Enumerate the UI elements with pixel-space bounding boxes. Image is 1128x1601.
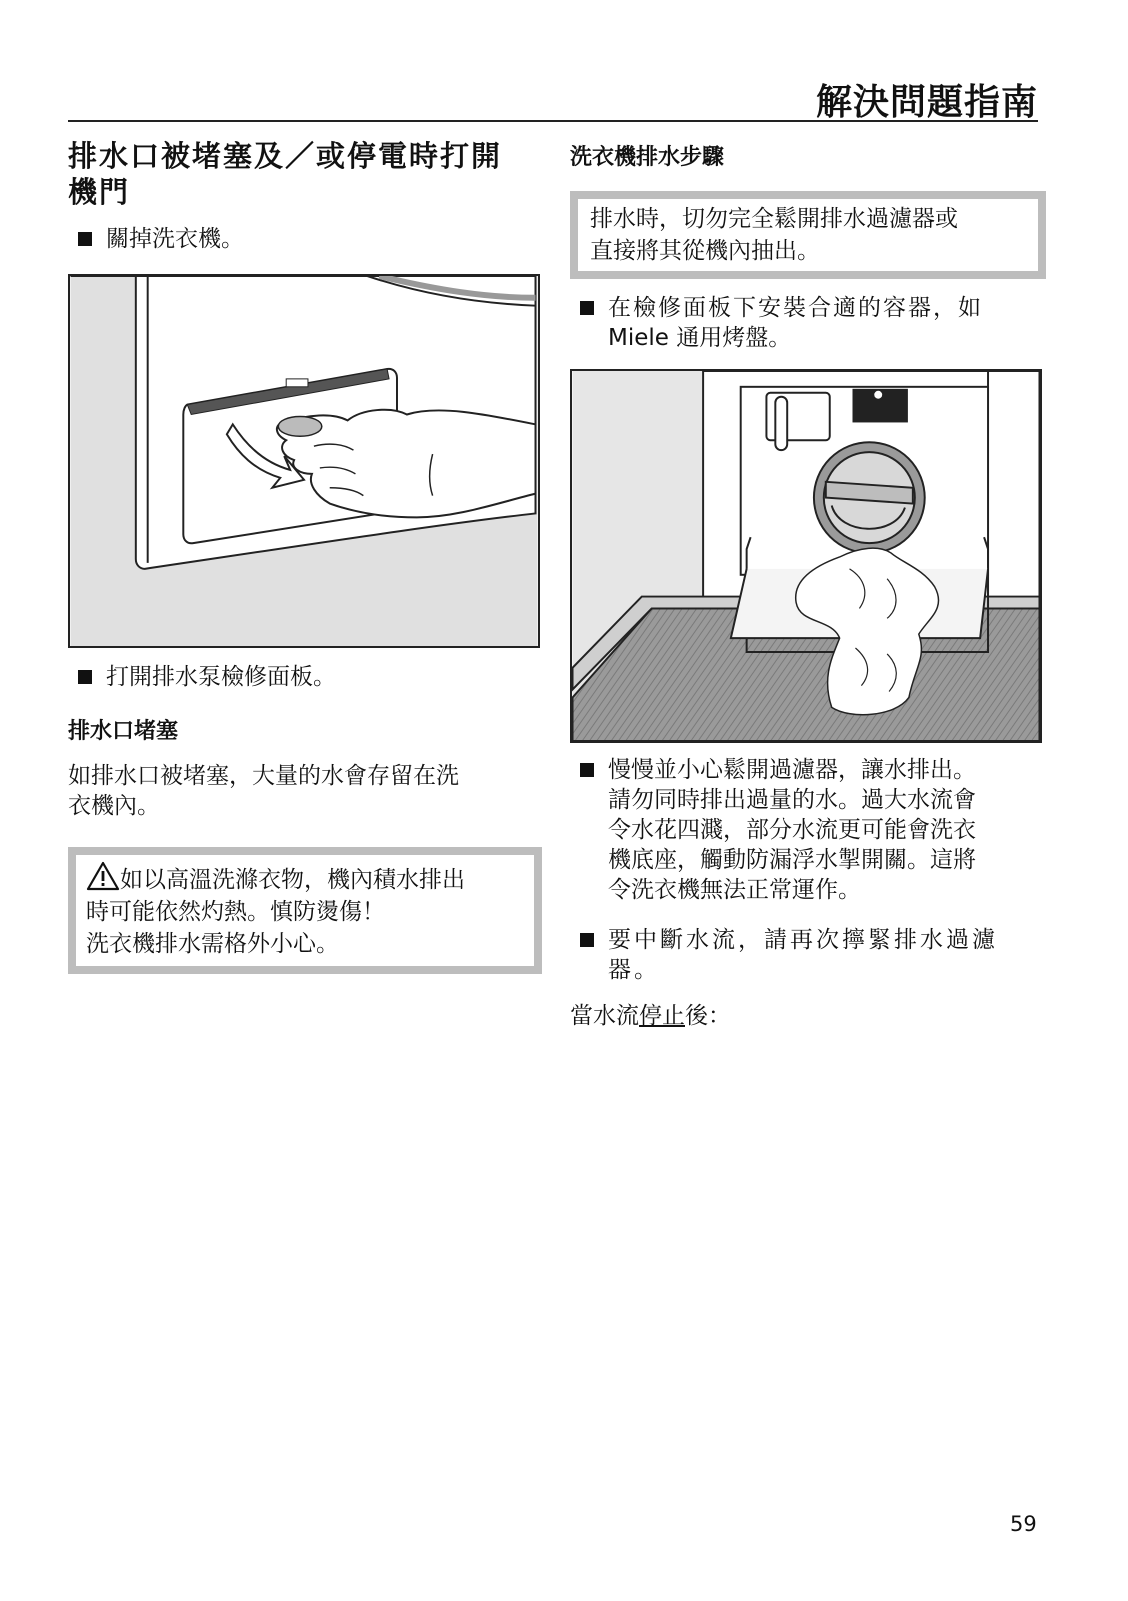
filter-caution-box (570, 191, 1046, 279)
bullet-square-icon (78, 232, 92, 246)
caution-line1: 排水時，切勿完全鬆開排水過濾器或 (590, 206, 958, 232)
section-title-line1: 排水口被堵塞及／或停電時打開 (68, 139, 503, 173)
warning-triangle-icon (86, 861, 120, 891)
after-prefix: 當水流 (570, 1003, 639, 1029)
left-column (68, 138, 540, 974)
subhead-drain-blocked: 排水口堵塞 (68, 719, 179, 744)
warning-line3: 洗衣機排水需格外小心。 (86, 931, 339, 957)
bullet-square-icon (580, 933, 594, 947)
step-switch-off (68, 224, 540, 254)
caution-line2: 直接將其從機內抽出。 (590, 238, 820, 264)
after-suffix: 後： (685, 1003, 731, 1029)
warning-line1: 如以高溫洗滌衣物，機內積水排出 (120, 867, 465, 893)
figure-drain-water (570, 369, 1042, 743)
hot-water-warning-box (68, 847, 542, 974)
section-title-line2: 機門 (68, 175, 131, 209)
section-title (68, 138, 540, 210)
step-place-container-line1: 在檢修面板下安裝合適的容器，如 (608, 295, 983, 321)
step-place-container-line2: Miele 通用烤盤。 (608, 325, 792, 351)
bullet-square-icon (580, 763, 594, 777)
drain-blocked-paragraph (68, 761, 540, 821)
step-stop-flow-line2: 器。 (608, 957, 660, 983)
step-stop-flow (570, 925, 1042, 985)
step-switch-off-text: 關掉洗衣機。 (106, 226, 244, 252)
drain-water-illustration (572, 371, 1040, 741)
step-loosen-filter-line1: 慢慢並小心鬆開過濾器，讓水排出。 (608, 757, 976, 783)
bullet-square-icon (580, 301, 594, 315)
step-loosen-filter (570, 755, 1042, 905)
open-panel-illustration (70, 276, 538, 646)
figure-open-panel (68, 274, 540, 648)
bullet-square-icon (78, 670, 92, 684)
step-loosen-filter-line3: 令水花四濺，部分水流更可能會洗衣 (608, 817, 976, 843)
step-place-container (570, 293, 1042, 353)
after-flow-stops (570, 1001, 1042, 1031)
step-loosen-filter-line2: 請勿同時排出過量的水。過大水流會 (608, 787, 976, 813)
page-header (68, 70, 1038, 122)
step-loosen-filter-line5: 令洗衣機無法正常運作。 (608, 877, 861, 903)
page-title: 解決問題指南 (815, 82, 1038, 123)
page-number: 59 (1010, 1512, 1037, 1536)
step-open-panel-text: 打開排水泵檢修面板。 (106, 664, 336, 690)
subhead-drain-steps: 洗衣機排水步驟 (570, 145, 725, 170)
warning-line2: 時可能依然灼熱。慎防燙傷！ (86, 899, 385, 925)
paragraph-line1: 如排水口被堵塞，大量的水會存留在洗 (68, 763, 459, 789)
step-loosen-filter-line4: 機底座，觸動防漏浮水掣開關。這將 (608, 847, 976, 873)
right-column (570, 138, 1042, 1031)
step-stop-flow-line1: 要中斷水流，請再次擰緊排水過濾 (608, 927, 998, 953)
after-underlined: 停止 (639, 1003, 685, 1029)
step-open-panel (68, 662, 540, 692)
paragraph-line2: 衣機內。 (68, 793, 160, 819)
